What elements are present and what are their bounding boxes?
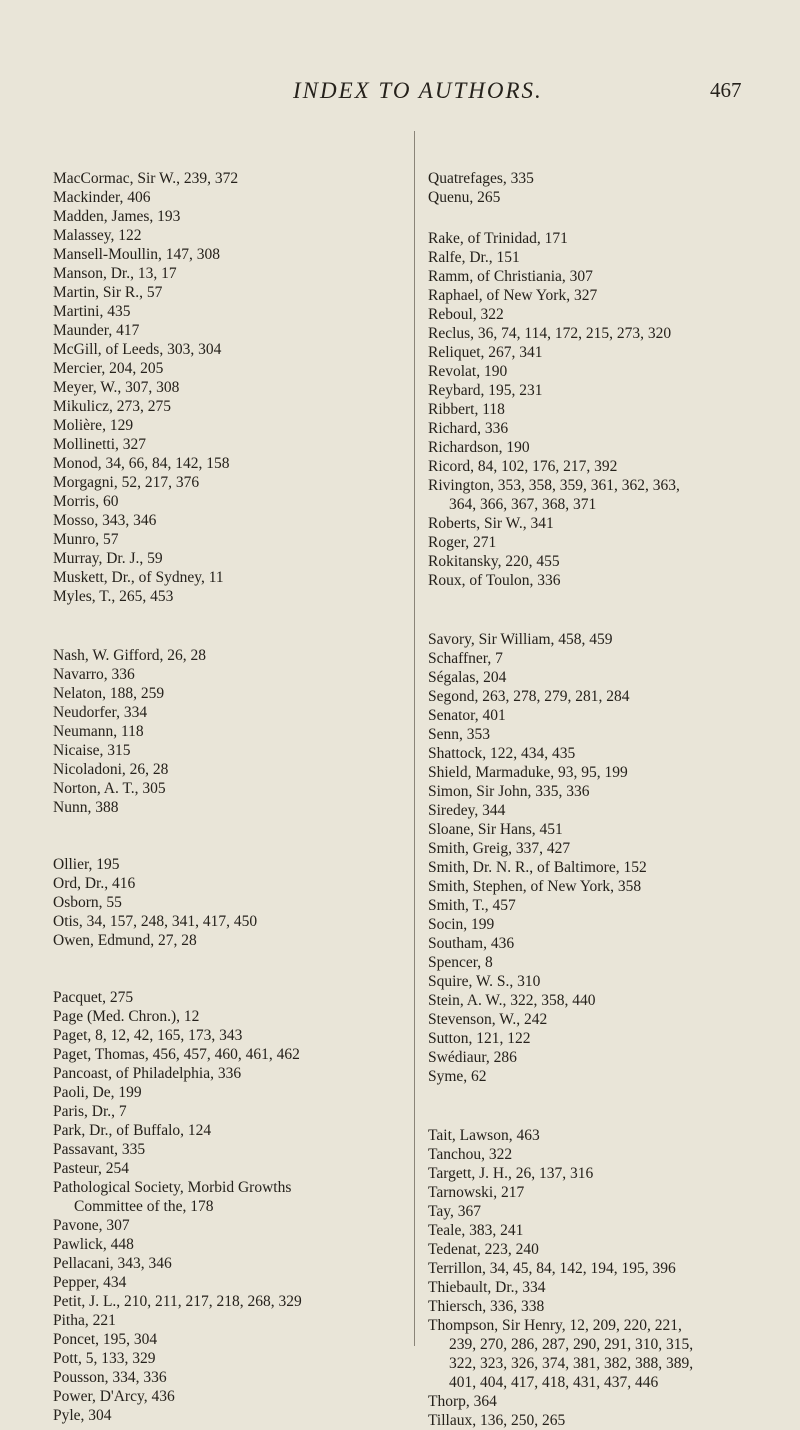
index-entry: Smith, Greig, 337, 427 — [428, 840, 571, 857]
index-entry: Shattock, 122, 434, 435 — [428, 745, 576, 762]
index-group — [428, 630, 800, 1086]
index-entry: Rokitansky, 220, 455 — [428, 553, 560, 570]
entry-continuation: 239, 270, 286, 287, 290, 291, 310, 315, — [449, 1336, 694, 1353]
index-entry: Reybard, 195, 231 — [428, 382, 543, 399]
index-entry: Pavone, 307 — [53, 1217, 130, 1234]
index-entry: Poncet, 195, 304 — [53, 1331, 158, 1348]
column-divider — [414, 131, 415, 1346]
index-entry: Socin, 199 — [428, 916, 495, 933]
entry-continuation: 322, 323, 326, 374, 381, 382, 388, 389, — [449, 1355, 694, 1372]
entry-continuation: Committee of the, 178 — [74, 1198, 214, 1215]
index-entry: Pellacani, 343, 346 — [53, 1255, 172, 1272]
index-entry: Ollier, 195 — [53, 856, 120, 873]
index-entry: Nelaton, 188, 259 — [53, 685, 165, 702]
index-entry: Pitha, 221 — [53, 1312, 116, 1329]
index-entry: Martini, 435 — [53, 303, 131, 320]
index-entry: Richard, 336 — [428, 420, 509, 437]
index-entry: Senator, 401 — [428, 707, 506, 724]
index-entry: Sloane, Sir Hans, 451 — [428, 821, 563, 838]
entry-continuation: 364, 366, 367, 368, 371 — [449, 496, 597, 513]
index-entry: Syme, 62 — [428, 1068, 487, 1085]
index-group — [428, 229, 800, 590]
index-entry — [428, 1316, 800, 1392]
index-entry: Monod, 34, 66, 84, 142, 158 — [53, 455, 230, 472]
index-entry: Madden, James, 193 — [53, 208, 181, 225]
index-entry: Meyer, W., 307, 308 — [53, 379, 180, 396]
index-entry: Squire, W. S., 310 — [428, 973, 541, 990]
index-entry: Myles, T., 265, 453 — [53, 588, 174, 605]
index-group — [53, 646, 398, 817]
index-entry: Pott, 5, 133, 329 — [53, 1350, 156, 1367]
index-entry: Reboul, 322 — [428, 306, 504, 323]
index-entry: Quatrefages, 335 — [428, 170, 534, 187]
index-entry: Schaffner, 7 — [428, 650, 503, 667]
index-entry: Park, Dr., of Buffalo, 124 — [53, 1122, 212, 1139]
index-entry: Morgagni, 52, 217, 376 — [53, 474, 200, 491]
index-entry: Tait, Lawson, 463 — [428, 1127, 540, 1144]
index-entry: Richardson, 190 — [428, 439, 530, 456]
index-entry: Mercier, 204, 205 — [53, 360, 164, 377]
index-entry: Muskett, Dr., of Sydney, 11 — [53, 569, 224, 586]
index-entry: McGill, of Leeds, 303, 304 — [53, 341, 222, 358]
index-entry: Reclus, 36, 74, 114, 172, 215, 273, 320 — [428, 325, 672, 342]
index-entry: Nicaise, 315 — [53, 742, 131, 759]
index-entry: Spencer, 8 — [428, 954, 493, 971]
index-entry: Tarnowski, 217 — [428, 1184, 525, 1201]
index-entry: Martin, Sir R., 57 — [53, 284, 163, 301]
index-entry: Simon, Sir John, 335, 336 — [428, 783, 590, 800]
index-entry: Neudorfer, 334 — [53, 704, 148, 721]
index-entry: Neumann, 118 — [53, 723, 144, 740]
index-entry: Raphael, of New York, 327 — [428, 287, 598, 304]
index-entry: Paris, Dr., 7 — [53, 1103, 127, 1120]
index-entry: Ribbert, 118 — [428, 401, 505, 418]
index-entry: Pepper, 434 — [53, 1274, 127, 1291]
index-entry: Mikulicz, 273, 275 — [53, 398, 171, 415]
index-entry: Thiersch, 336, 338 — [428, 1298, 545, 1315]
index-entry: Paget, Thomas, 456, 457, 460, 461, 462 — [53, 1046, 300, 1063]
entry-continuation: 401, 404, 417, 418, 431, 437, 446 — [449, 1374, 659, 1391]
index-entry: Ramm, of Christiania, 307 — [428, 268, 593, 285]
index-entry: Maunder, 417 — [53, 322, 140, 339]
index-entry: Otis, 34, 157, 248, 341, 417, 450 — [53, 913, 258, 930]
index-entry: Pawlick, 448 — [53, 1236, 134, 1253]
right-column — [428, 131, 800, 1430]
index-entry: Petit, J. L., 210, 211, 217, 218, 268, 329 — [53, 1293, 302, 1310]
index-entry: Revolat, 190 — [428, 363, 508, 380]
index-entry: Siredey, 344 — [428, 802, 506, 819]
index-group — [428, 169, 800, 207]
index-entry: Thorp, 364 — [428, 1393, 497, 1410]
index-entry: Reliquet, 267, 341 — [428, 344, 543, 361]
index-entry: Paoli, De, 199 — [53, 1084, 142, 1101]
index-entry: Ralfe, Dr., 151 — [428, 249, 520, 266]
index-entry: Norton, A. T., 305 — [53, 780, 166, 797]
index-entry: Tillaux, 136, 250, 265 — [428, 1412, 566, 1429]
index-entry: Owen, Edmund, 27, 28 — [53, 932, 197, 949]
index-entry: Pancoast, of Philadelphia, 336 — [53, 1065, 242, 1082]
index-entry: Power, D'Arcy, 436 — [53, 1388, 175, 1405]
index-entry: Southam, 436 — [428, 935, 515, 952]
index-entry: Targett, J. H., 26, 137, 316 — [428, 1165, 594, 1182]
index-entry: Roux, of Toulon, 336 — [428, 572, 561, 589]
running-title: INDEX TO AUTHORS. — [293, 78, 543, 103]
index-entry: Pousson, 334, 336 — [53, 1369, 167, 1386]
index-entry: Malassey, 122 — [53, 227, 142, 244]
page-header — [0, 78, 800, 108]
index-entry: Shield, Marmaduke, 93, 95, 199 — [428, 764, 628, 781]
index-group — [53, 988, 398, 1425]
index-entry: Pacquet, 275 — [53, 989, 134, 1006]
index-entry: MacCormac, Sir W., 239, 372 — [53, 170, 239, 187]
index-entry: Stein, A. W., 322, 358, 440 — [428, 992, 596, 1009]
index-entry: Nash, W. Gifford, 26, 28 — [53, 647, 206, 664]
index-group — [53, 855, 398, 950]
index-entry: Swédiaur, 286 — [428, 1049, 517, 1066]
entry-line: Rivington, 353, 358, 359, 361, 362, 363, — [428, 477, 680, 494]
index-entry: Tanchou, 322 — [428, 1146, 513, 1163]
index-entry — [428, 476, 800, 514]
index-entry: Sutton, 121, 122 — [428, 1030, 531, 1047]
index-entry: Savory, Sir William, 458, 459 — [428, 631, 613, 648]
index-entry: Smith, Dr. N. R., of Baltimore, 152 — [428, 859, 647, 876]
left-column — [53, 131, 398, 1425]
index-entry: Nunn, 388 — [53, 799, 119, 816]
index-entry: Tedenat, 223, 240 — [428, 1241, 539, 1258]
index-entry: Page (Med. Chron.), 12 — [53, 1008, 200, 1025]
index-entry: Mackinder, 406 — [53, 189, 151, 206]
index-entry: Rake, of Trinidad, 171 — [428, 230, 568, 247]
index-entry: Navarro, 336 — [53, 666, 135, 683]
index-entry: Quenu, 265 — [428, 189, 501, 206]
index-entry: Paget, 8, 12, 42, 165, 173, 343 — [53, 1027, 243, 1044]
index-entry: Mansell-Moullin, 147, 308 — [53, 246, 221, 263]
index-entry: Osborn, 55 — [53, 894, 122, 911]
index-entry: Nicoladoni, 26, 28 — [53, 761, 169, 778]
index-entry: Munro, 57 — [53, 531, 119, 548]
index-group — [53, 169, 398, 606]
index-entry: Segond, 263, 278, 279, 281, 284 — [428, 688, 630, 705]
index-entry: Teale, 383, 241 — [428, 1222, 524, 1239]
index-entry: Morris, 60 — [53, 493, 119, 510]
index-entry: Senn, 353 — [428, 726, 490, 743]
index-entry: Ord, Dr., 416 — [53, 875, 136, 892]
page-number: 467 — [710, 78, 742, 102]
index-entry: Ricord, 84, 102, 176, 217, 392 — [428, 458, 618, 475]
entry-line: Thompson, Sir Henry, 12, 209, 220, 221, — [428, 1317, 682, 1334]
index-group — [428, 1126, 800, 1430]
index-entry: Roberts, Sir W., 341 — [428, 515, 554, 532]
index-entry: Smith, T., 457 — [428, 897, 516, 914]
entry-line: Pathological Society, Morbid Growths — [53, 1179, 292, 1196]
index-entry: Terrillon, 34, 45, 84, 142, 194, 195, 396 — [428, 1260, 676, 1277]
index-entry: Murray, Dr. J., 59 — [53, 550, 163, 567]
index-entry: Mollinetti, 327 — [53, 436, 146, 453]
index-entry: Smith, Stephen, of New York, 358 — [428, 878, 642, 895]
index-entry: Mosso, 343, 346 — [53, 512, 157, 529]
index-entry: Pyle, 304 — [53, 1407, 112, 1424]
index-entry: Ségalas, 204 — [428, 669, 507, 686]
index-entry — [53, 1178, 398, 1216]
index-entry: Roger, 271 — [428, 534, 497, 551]
index-entry: Molière, 129 — [53, 417, 134, 434]
index-entry: Passavant, 335 — [53, 1141, 146, 1158]
index-entry: Tay, 367 — [428, 1203, 482, 1220]
index-entry: Pasteur, 254 — [53, 1160, 130, 1177]
index-entry: Manson, Dr., 13, 17 — [53, 265, 177, 282]
index-entry: Thiebault, Dr., 334 — [428, 1279, 546, 1296]
index-entry: Stevenson, W., 242 — [428, 1011, 548, 1028]
